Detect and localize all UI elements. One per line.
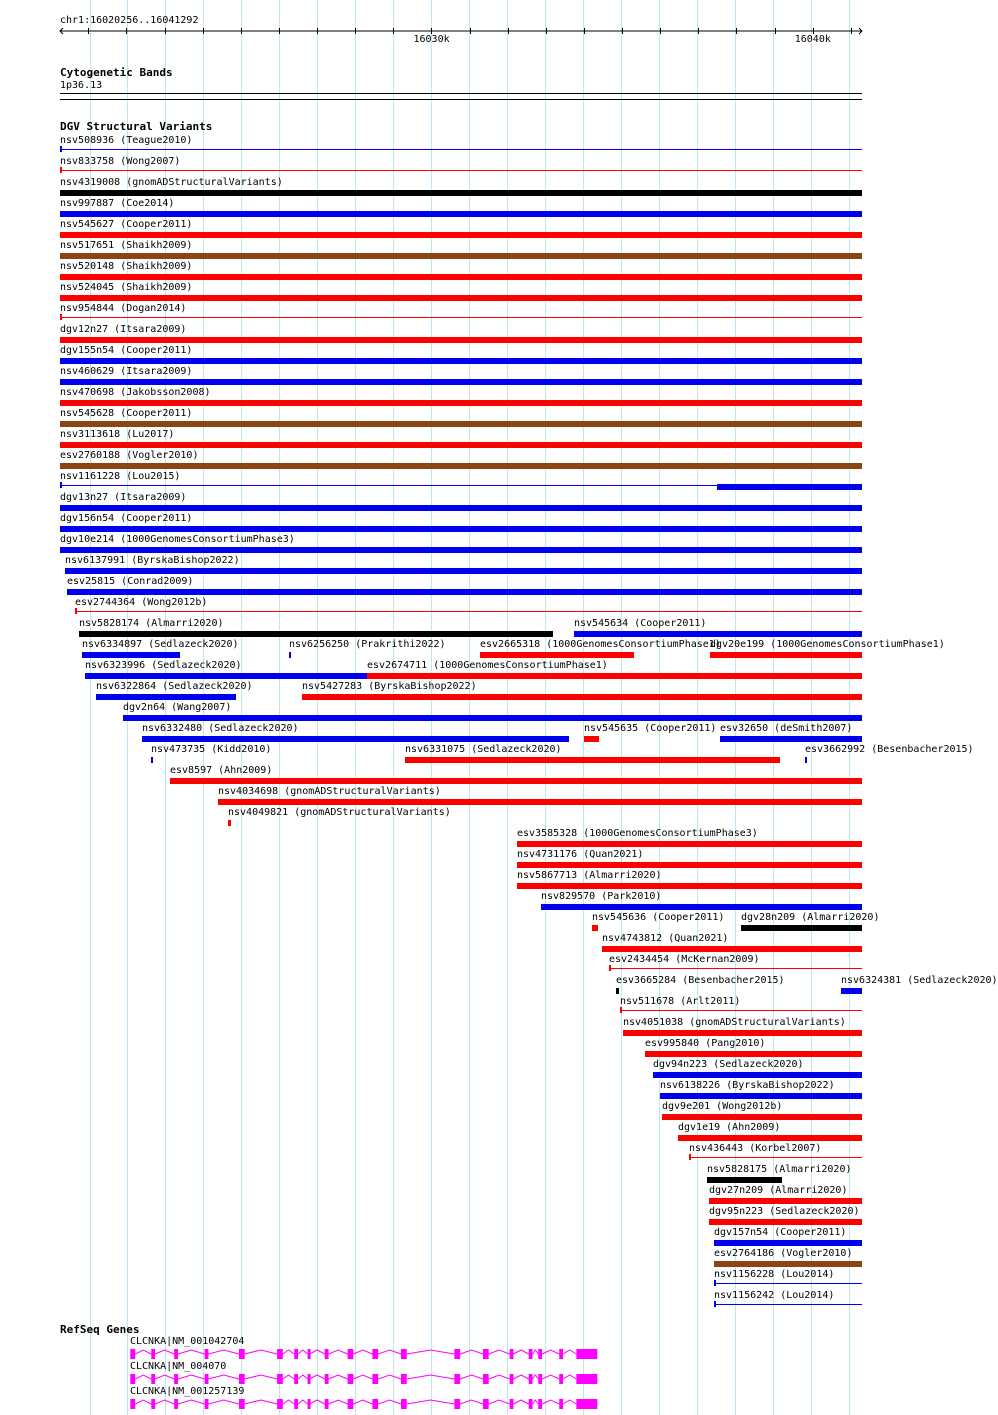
intron-line [178, 1375, 205, 1379]
refseq-track-title: RefSeq Genes [60, 1323, 140, 1336]
exon-block [510, 1374, 514, 1384]
intron-line [135, 1400, 151, 1404]
intron-line [135, 1375, 151, 1379]
exon-block [325, 1374, 329, 1384]
sv-feature-bar[interactable] [142, 736, 569, 742]
sv-feature-bar[interactable] [714, 1261, 862, 1267]
sv-label[interactable]: nsv545628 (Cooper2011) [60, 408, 193, 419]
sv-label[interactable]: nsv4743812 (Quan2021) [602, 933, 729, 944]
exon-block [239, 1399, 245, 1409]
sv-label[interactable]: nsv545636 (Cooper2011) [592, 912, 725, 923]
exon-block [294, 1399, 298, 1409]
intron-line [245, 1400, 277, 1404]
ruler-tick-label: 16040k [794, 34, 831, 45]
sv-feature-bar[interactable] [720, 736, 862, 742]
sv-feature-bar[interactable] [60, 526, 862, 532]
sv-label[interactable]: nsv5427283 (ByrskaBishop2022) [302, 681, 477, 692]
intron-line [407, 1375, 455, 1379]
exon-block [454, 1399, 460, 1409]
exon-block [308, 1374, 311, 1384]
intron-line [460, 1375, 483, 1379]
sv-label[interactable]: esv25815 (Conrad2009) [67, 576, 194, 587]
intron-line [563, 1350, 576, 1354]
sv-label[interactable]: nsv6334897 (Sedlazeck2020) [82, 639, 239, 650]
sv-feature-bar[interactable] [517, 883, 862, 889]
sv-feature-bar[interactable] [79, 631, 553, 637]
intron-line [353, 1400, 372, 1404]
exon-block [529, 1349, 533, 1359]
sv-label[interactable]: dgv27n209 (Almarri2020) [709, 1185, 848, 1196]
intron-line [513, 1350, 528, 1354]
intron-line [208, 1400, 239, 1404]
exon-block [348, 1399, 354, 1409]
sv-label[interactable]: nsv6138226 (ByrskaBishop2022) [660, 1080, 835, 1091]
intron-line [407, 1400, 455, 1404]
sv-label[interactable]: nsv6137991 (ByrskaBishop2022) [65, 555, 240, 566]
locus-label: chr1:16020256..16041292 [60, 15, 199, 26]
intron-line [378, 1350, 401, 1354]
exon-block [308, 1399, 311, 1409]
sv-feature-bar[interactable] [592, 925, 598, 931]
sv-label[interactable]: nsv6322864 (Sedlazeck2020) [96, 681, 253, 692]
sv-feature-bar[interactable] [517, 862, 862, 868]
sv-label[interactable]: dgv156n54 (Cooper2011) [60, 513, 193, 524]
sv-label[interactable]: dgv9e201 (Wong2012b) [662, 1101, 783, 1112]
sv-label[interactable]: nsv6324381 (Sedlazeck2020) [841, 975, 998, 986]
sv-feature-bar[interactable] [653, 1072, 862, 1078]
exon-block [529, 1374, 533, 1384]
intron-line [178, 1400, 205, 1404]
intron-line [309, 1350, 324, 1354]
intron-line [155, 1375, 174, 1379]
sv-label[interactable]: dgv2n64 (Wang2007) [123, 702, 232, 713]
exon-block [130, 1349, 135, 1359]
transcript-label[interactable]: CLCNKA|NM_001042704 [130, 1336, 245, 1347]
sv-feature-bar[interactable] [714, 1304, 862, 1305]
sv-feature-bar[interactable] [302, 694, 862, 700]
sv-feature-bar[interactable] [60, 421, 862, 427]
exon-block [559, 1349, 563, 1359]
intron-line [298, 1375, 308, 1379]
sv-label[interactable]: nsv997887 (Coe2014) [60, 198, 175, 209]
sv-label[interactable]: dgv10e214 (1000GenomesConsortiumPhase3) [60, 534, 295, 545]
sv-label[interactable]: dgv12n27 (Itsara2009) [60, 324, 187, 335]
sv-feature-bar[interactable] [75, 611, 862, 612]
sv-label[interactable]: esv2434454 (McKernan2009) [609, 954, 760, 965]
sv-feature-bar[interactable] [60, 442, 862, 448]
exon-block [325, 1399, 329, 1409]
intron-line [208, 1375, 239, 1379]
sv-label[interactable]: nsv470698 (Jakobsson2008) [60, 387, 211, 398]
intron-line [155, 1400, 174, 1404]
sv-feature-bar[interactable] [805, 757, 807, 763]
exon-block [483, 1399, 489, 1409]
sv-feature-bar[interactable] [662, 1114, 862, 1120]
exon-block [529, 1399, 533, 1409]
sv-label[interactable]: dgv1e19 (Ahn2009) [678, 1122, 781, 1133]
intron-line [309, 1375, 324, 1379]
exon-block [239, 1374, 245, 1384]
sv-label[interactable]: nsv833758 (Wong2007) [60, 156, 181, 167]
intron-line [329, 1350, 348, 1354]
sv-label[interactable]: nsv520148 (Shaikh2009) [60, 261, 193, 272]
sv-feature-bar[interactable] [60, 317, 862, 318]
sv-feature-bar[interactable] [574, 631, 862, 637]
transcript-model[interactable] [0, 1372, 890, 1386]
sv-feature-bar[interactable] [60, 547, 862, 553]
sv-label[interactable]: nsv6323996 (Sedlazeck2020) [85, 660, 242, 671]
sv-feature-bar[interactable] [602, 946, 862, 952]
exon-block [576, 1349, 597, 1359]
sv-feature-bar[interactable] [584, 736, 599, 742]
sv-label[interactable]: nsv6332480 (Sedlazeck2020) [142, 723, 299, 734]
intron-line [309, 1400, 324, 1404]
exon-block [308, 1349, 311, 1359]
intron-line [533, 1375, 539, 1379]
exon-block [325, 1349, 329, 1359]
sv-label[interactable]: esv3665284 (Besenbacher2015) [616, 975, 785, 986]
sv-label[interactable]: nsv829570 (Park2010) [541, 891, 662, 902]
exon-block [205, 1349, 209, 1359]
exon-block [205, 1399, 209, 1409]
sv-feature-bar[interactable] [123, 715, 862, 721]
sv-label[interactable]: nsv1156242 (Lou2014) [714, 1290, 835, 1301]
intron-line [283, 1400, 294, 1404]
intron-line [245, 1350, 277, 1354]
intron-line [513, 1400, 528, 1404]
intron-line [135, 1350, 151, 1354]
sv-label[interactable]: nsv508936 (Teague2010) [60, 135, 193, 146]
transcript-label[interactable]: CLCNKA|NM_001257139 [130, 1386, 245, 1397]
intron-line [283, 1375, 294, 1379]
sv-label[interactable]: esv2760188 (Vogler2010) [60, 450, 199, 461]
intron-line [563, 1400, 576, 1404]
sv-label[interactable]: esv2665318 (1000GenomesConsortiumPhase1) [480, 639, 721, 650]
exon-block [294, 1349, 298, 1359]
sv-feature-bar[interactable] [616, 988, 619, 994]
sv-feature-bar[interactable] [689, 1157, 862, 1158]
cytoband-track-title: Cytogenetic Bands [60, 66, 173, 79]
sv-label[interactable]: dgv157n54 (Cooper2011) [714, 1227, 847, 1238]
sv-label[interactable]: nsv545627 (Cooper2011) [60, 219, 193, 230]
sv-feature-bar[interactable] [289, 652, 291, 658]
sv-label[interactable]: nsv3113618 (Lu2017) [60, 429, 175, 440]
sv-feature-bar[interactable] [707, 1177, 782, 1183]
sv-label[interactable]: nsv4034698 (gnomADStructuralVariants) [218, 786, 441, 797]
exon-block [174, 1349, 178, 1359]
sv-label[interactable]: nsv4731176 (Quan2021) [517, 849, 644, 860]
exon-block [239, 1349, 245, 1359]
sv-label[interactable]: dgv94n223 (Sedlazeck2020) [653, 1059, 804, 1070]
sv-label[interactable]: esv3662992 (Besenbacher2015) [805, 744, 974, 755]
exon-block [538, 1399, 542, 1409]
sv-label[interactable]: nsv545634 (Cooper2011) [574, 618, 707, 629]
exon-block [174, 1374, 178, 1384]
sv-label[interactable]: nsv1161228 (Lou2015) [60, 471, 181, 482]
exon-block [576, 1399, 597, 1409]
sv-feature-bar[interactable] [60, 253, 862, 259]
sv-feature-bar[interactable] [60, 463, 862, 469]
sv-label[interactable]: nsv511678 (Arlt2011) [620, 996, 741, 1007]
sv-feature-bar[interactable] [60, 379, 862, 385]
intron-line [245, 1375, 277, 1379]
sv-feature-bar[interactable] [60, 358, 862, 364]
sv-feature-bar[interactable] [60, 274, 862, 280]
intron-line [208, 1350, 239, 1354]
sv-feature-bar[interactable] [151, 757, 153, 763]
exon-block [277, 1399, 283, 1409]
sv-feature-bar[interactable] [714, 1240, 862, 1246]
transcript-model[interactable] [0, 1397, 890, 1411]
sv-label[interactable]: nsv4049821 (gnomADStructuralVariants) [228, 807, 451, 818]
cytoband-label: 1p36.13 [60, 80, 103, 91]
intron-line [178, 1350, 205, 1354]
intron-line [283, 1350, 294, 1354]
intron-line [378, 1375, 401, 1379]
transcript-label[interactable]: CLCNKA|NM_004070 [130, 1361, 227, 1372]
intron-line [460, 1350, 483, 1354]
sv-label[interactable]: nsv545635 (Cooper2011) [584, 723, 717, 734]
sv-feature-bar[interactable] [623, 1030, 862, 1036]
transcript-model[interactable] [0, 1347, 890, 1361]
sv-feature-bar[interactable] [65, 568, 862, 574]
exon-block [151, 1349, 155, 1359]
sv-label[interactable]: esv995840 (Pang2010) [645, 1038, 766, 1049]
intron-line [542, 1350, 559, 1354]
sv-label[interactable]: nsv5867713 (Almarri2020) [517, 870, 662, 881]
sv-label[interactable]: nsv473735 (Kidd2010) [151, 744, 272, 755]
sv-label[interactable]: nsv1156228 (Lou2014) [714, 1269, 835, 1280]
sv-feature-bar[interactable] [620, 1010, 862, 1011]
sv-feature-bar[interactable] [60, 149, 862, 150]
sv-label[interactable]: dgv155n54 (Cooper2011) [60, 345, 193, 356]
sv-feature-bar[interactable] [67, 589, 862, 595]
sv-feature-bar[interactable] [82, 652, 180, 658]
cytoband-band-line [60, 93, 862, 94]
intron-line [353, 1350, 372, 1354]
intron-line [298, 1350, 308, 1354]
exon-block [559, 1399, 563, 1409]
exon-block [151, 1374, 155, 1384]
sv-feature-bar[interactable] [60, 170, 862, 171]
sv-feature-bar[interactable] [517, 841, 862, 847]
intron-line [563, 1375, 576, 1379]
sv-feature-bar[interactable] [60, 211, 862, 217]
sv-label[interactable]: nsv5828174 (Almarri2020) [79, 618, 224, 629]
cytoband-band-line-lower [60, 99, 862, 100]
exon-block [205, 1374, 209, 1384]
sv-feature-bar[interactable] [60, 400, 862, 406]
exon-block [174, 1399, 178, 1409]
exon-block [372, 1374, 378, 1384]
sv-feature-bar[interactable] [228, 820, 231, 826]
intron-line [489, 1400, 510, 1404]
sv-feature-bar[interactable] [367, 673, 862, 679]
sv-label[interactable]: esv32650 (deSmith2007) [720, 723, 853, 734]
sv-label[interactable]: esv2744364 (Wong2012b) [75, 597, 208, 608]
exon-block [401, 1349, 407, 1359]
sv-feature-bar[interactable] [170, 778, 862, 784]
sv-feature-bar[interactable] [841, 988, 862, 994]
sv-feature-bar[interactable] [645, 1051, 862, 1057]
sv-label[interactable]: nsv460629 (Itsara2009) [60, 366, 193, 377]
sv-label[interactable]: dgv28n209 (Almarri2020) [741, 912, 880, 923]
intron-line [329, 1375, 348, 1379]
exon-block [454, 1374, 460, 1384]
exon-block [559, 1374, 563, 1384]
exon-block [348, 1374, 354, 1384]
exon-block [538, 1349, 542, 1359]
intron-line [542, 1375, 559, 1379]
sv-feature-bar[interactable] [218, 799, 862, 805]
exon-block [130, 1374, 135, 1384]
exon-block [277, 1349, 283, 1359]
sv-feature-bar[interactable] [60, 337, 862, 343]
exon-block [372, 1399, 378, 1409]
sv-label[interactable]: nsv4319008 (gnomADStructuralVariants) [60, 177, 283, 188]
sv-feature-bar[interactable] [60, 485, 717, 486]
intron-line [460, 1400, 483, 1404]
sv-label[interactable]: esv2674711 (1000GenomesConsortiumPhase1) [367, 660, 608, 671]
intron-line [533, 1350, 539, 1354]
sv-feature-bar[interactable] [660, 1093, 862, 1099]
intron-line [329, 1400, 348, 1404]
sv-feature-bar[interactable] [709, 1198, 862, 1204]
sv-label[interactable]: esv2764186 (Vogler2010) [714, 1248, 853, 1259]
sv-feature-bar[interactable] [717, 484, 862, 490]
sv-label[interactable]: nsv954844 (Dogan2014) [60, 303, 187, 314]
exon-block [372, 1349, 378, 1359]
sv-label[interactable]: nsv4051038 (gnomADStructuralVariants) [623, 1017, 846, 1028]
exon-block [401, 1399, 407, 1409]
sv-feature-bar[interactable] [741, 925, 862, 931]
sv-feature-bar[interactable] [609, 968, 862, 969]
sv-feature-bar[interactable] [60, 190, 862, 196]
intron-line [298, 1400, 308, 1404]
sv-label[interactable]: nsv517651 (Shaikh2009) [60, 240, 193, 251]
intron-line [489, 1375, 510, 1379]
intron-line [533, 1400, 539, 1404]
intron-line [513, 1375, 528, 1379]
exon-block [483, 1349, 489, 1359]
exon-block [294, 1374, 298, 1384]
sv-feature-bar[interactable] [60, 505, 862, 511]
sv-feature-bar[interactable] [480, 652, 634, 658]
sv-label[interactable]: dgv13n27 (Itsara2009) [60, 492, 187, 503]
sv-label[interactable]: nsv436443 (Korbel2007) [689, 1143, 822, 1154]
exon-block [538, 1374, 542, 1384]
sv-feature-bar[interactable] [405, 757, 780, 763]
sv-label[interactable]: esv3585328 (1000GenomesConsortiumPhase3) [517, 828, 758, 839]
sv-label[interactable]: nsv6256250 (Prakrithi2022) [289, 639, 446, 650]
sv-label[interactable]: nsv524045 (Shaikh2009) [60, 282, 193, 293]
sv-feature-bar[interactable] [678, 1135, 862, 1141]
exon-block [277, 1374, 283, 1384]
exon-block [576, 1374, 597, 1384]
intron-line [353, 1375, 372, 1379]
intron-line [407, 1350, 455, 1354]
exon-block [483, 1374, 489, 1384]
sv-label[interactable]: nsv5828175 (Almarri2020) [707, 1164, 852, 1175]
intron-line [155, 1350, 174, 1354]
exon-block [130, 1399, 135, 1409]
sv-label[interactable]: dgv95n223 (Sedlazeck2020) [709, 1206, 860, 1217]
sv-feature-bar[interactable] [714, 1283, 862, 1284]
dgv-track-title: DGV Structural Variants [60, 120, 213, 133]
exon-block [348, 1349, 354, 1359]
sv-feature-bar[interactable] [60, 295, 862, 301]
sv-label[interactable]: dgv20e199 (1000GenomesConsortiumPhase1) [710, 639, 945, 650]
ruler-tick-label: 16030k [413, 34, 450, 45]
exon-block [510, 1399, 514, 1409]
sv-feature-bar[interactable] [709, 1219, 862, 1225]
intron-line [542, 1400, 559, 1404]
sv-feature-bar[interactable] [96, 694, 236, 700]
sv-feature-bar[interactable] [60, 232, 862, 238]
exon-block [510, 1349, 514, 1359]
exon-block [401, 1374, 407, 1384]
exon-block [454, 1349, 460, 1359]
intron-line [378, 1400, 401, 1404]
sv-feature-bar[interactable] [710, 652, 862, 658]
intron-line [489, 1350, 510, 1354]
sv-feature-bar[interactable] [541, 904, 862, 910]
sv-label[interactable]: esv8597 (Ahn2009) [170, 765, 273, 776]
sv-label[interactable]: nsv6331075 (Sedlazeck2020) [405, 744, 562, 755]
exon-block [151, 1399, 155, 1409]
